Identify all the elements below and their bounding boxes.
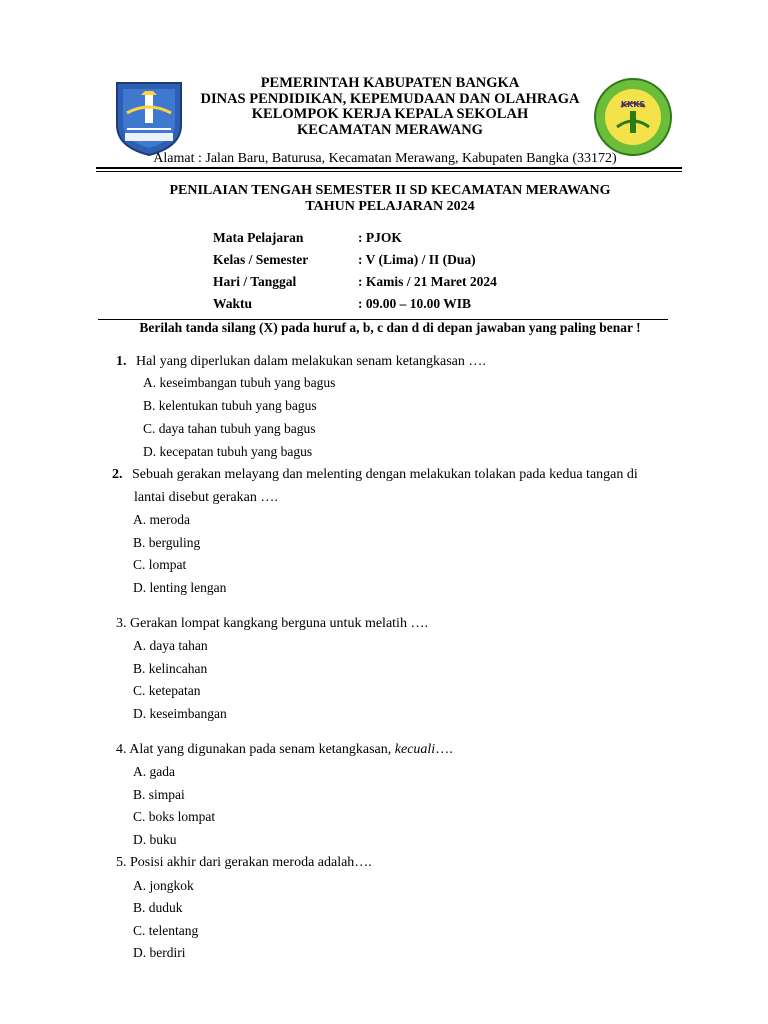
question-text: Sebuah gerakan melayang dan melenting dengan melakukan tolakan pada kedua tangan di xyxy=(132,467,638,482)
letterhead-line-2: DINAS PENDIDIKAN, KEPEMUDAAN DAN OLAHRAGA xyxy=(200,90,580,107)
question-text: Posisi akhir dari gerakan meroda adalah…. xyxy=(130,855,372,870)
letterhead-line-3: KELOMPOK KERJA KEPALA SEKOLAH xyxy=(251,106,529,122)
instruction: Berilah tanda silang (X) pada huruf a, b, c dan d di depan jawaban yang paling benar ! xyxy=(139,320,641,335)
option: C. daya tahan tubuh yang bagus xyxy=(143,421,316,436)
option: C. boks lompat xyxy=(133,809,216,824)
info-value: : Kamis / 21 Maret 2024 xyxy=(358,274,497,289)
option: B. simpai xyxy=(133,787,185,802)
letterhead-line-1: PEMERINTAH KABUPATEN BANGKA xyxy=(260,75,520,91)
option: D. buku xyxy=(133,832,177,847)
address: Alamat : Jalan Baru, Baturusa, Kecamatan Merawang, Kabupaten Bangka (33172) xyxy=(153,151,617,166)
exam-title-line-1: PENILAIAN TENGAH SEMESTER II SD KECAMATAN MERAWANG xyxy=(169,183,611,198)
option: C. lompat xyxy=(133,557,187,572)
option: B. kelincahan xyxy=(133,661,208,676)
question-text: Gerakan lompat kangkang berguna untuk melatih …. xyxy=(130,616,428,631)
option: A. daya tahan xyxy=(133,638,208,653)
option: A. gada xyxy=(133,764,175,779)
info-label: Hari / Tanggal xyxy=(213,274,297,289)
option: B. kelentukan tubuh yang bagus xyxy=(143,398,317,413)
question-2 xyxy=(112,467,638,483)
question-text-continued: lantai disebut gerakan …. xyxy=(134,490,278,505)
info-label: Waktu xyxy=(213,296,253,311)
letterhead-line-4: KECAMATAN MERAWANG xyxy=(297,121,483,138)
info-value: : PJOK xyxy=(358,230,402,245)
option: A. meroda xyxy=(133,512,190,527)
question-5 xyxy=(116,855,372,871)
question-3 xyxy=(116,616,428,632)
info-label: Mata Pelajaran xyxy=(213,230,304,245)
info-label: Kelas / Semester xyxy=(213,252,309,267)
option: A. keseimbangan tubuh yang bagus xyxy=(143,375,336,390)
question-text: Alat yang digunakan pada senam ketangkasan, xyxy=(129,742,392,757)
option: D. lenting lengan xyxy=(133,580,227,595)
option: C. telentang xyxy=(133,923,199,938)
question-4 xyxy=(116,742,453,758)
option: D. keseimbangan xyxy=(133,706,227,721)
question-number: 4. xyxy=(116,742,127,757)
question-number: 2. xyxy=(112,467,123,482)
option: B. berguling xyxy=(133,535,201,550)
info-value: : V (Lima) / II (Dua) xyxy=(358,252,476,267)
question-number: 5. xyxy=(116,855,127,870)
question-1 xyxy=(116,354,486,370)
option: D. kecepatan tubuh yang bagus xyxy=(143,444,313,459)
kkks-logo-label: KKKS xyxy=(620,100,646,109)
option: C. ketepatan xyxy=(133,683,201,698)
kabupaten-bangka-logo xyxy=(113,77,185,157)
option: D. berdiri xyxy=(133,945,186,960)
letterhead xyxy=(180,76,600,138)
question-tail: …. xyxy=(435,742,453,757)
header-divider-thick xyxy=(96,167,682,169)
kkks-logo xyxy=(593,77,673,157)
exam-title xyxy=(90,183,690,215)
question-text: Hal yang diperlukan dalam melakukan senam ketangkasan …. xyxy=(136,354,486,369)
exam-title-line-2: TAHUN PELAJARAN 2024 xyxy=(305,199,475,214)
question-number: 1. xyxy=(116,354,127,369)
question-number: 3. xyxy=(116,616,127,631)
option: B. duduk xyxy=(133,900,183,915)
info-value: : 09.00 – 10.00 WIB xyxy=(358,296,472,311)
question-emphasis: kecuali xyxy=(394,742,436,757)
option: A. jongkok xyxy=(133,878,194,893)
header-divider-thin xyxy=(96,171,682,172)
